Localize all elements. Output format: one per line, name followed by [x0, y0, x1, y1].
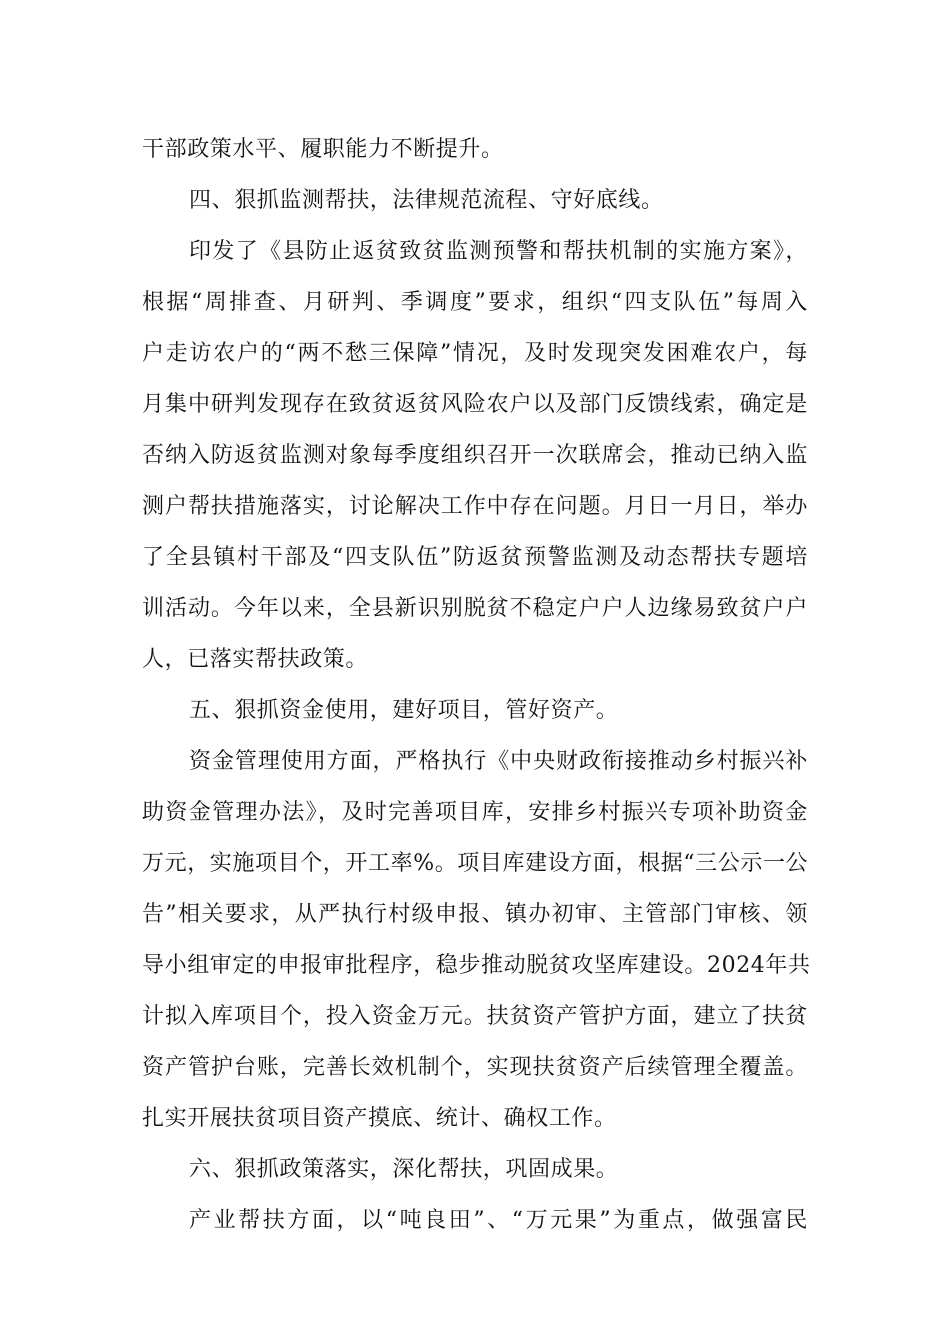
paragraph-line-4: 根据“周排查、月研判、季调度”要求，组织“四支队伍”每周入 [142, 290, 808, 315]
paragraph-line-19: 资产管护台账，完善长效机制个，实现扶贫资产后续管理全覆盖。 [142, 1055, 808, 1080]
paragraph-line-6: 月集中研判发现存在致贫返贫风险农户以及部门反馈线索，确定是 [142, 392, 808, 417]
section-heading-4: 四、狠抓监测帮扶，法律规范流程、守好底线。 [189, 188, 664, 213]
paragraph-line-3: 印发了《县防止返贫致贫监测预警和帮扶机制的实施方案》， [189, 239, 808, 264]
paragraph-line-1: 干部政策水平、履职能力不断提升。 [142, 137, 504, 162]
paragraph-line-15: 万元，实施项目个，开工率%。项目库建设方面，根据“三公示一公 [142, 851, 809, 876]
paragraph-line-13: 资金管理使用方面，严格执行《中央财政衔接推动乡村振兴补 [189, 749, 808, 774]
paragraph-line-11: 人，已落实帮扶政策。 [142, 647, 369, 672]
section-heading-6: 六、狠抓政策落实，深化帮扶，巩固成果。 [189, 1157, 619, 1182]
paragraph-line-14: 助资金管理办法》，及时完善项目库，安排乡村振兴专项补助资金 [142, 800, 808, 825]
paragraph-line-10: 训活动。今年以来，全县新识别脱贫不稳定户户人边缘易致贫户户 [142, 596, 808, 621]
section-heading-5: 五、狠抓资金使用，建好项目，管好资产。 [189, 698, 619, 723]
paragraph-line-17: 导小组审定的申报审批程序，稳步推动脱贫攻坚库建设。2024年共 [142, 953, 811, 978]
paragraph-line-20: 扎实开展扶贫项目资产摸底、统计、确权工作。 [142, 1106, 617, 1131]
paragraph-line-5: 户走访农户的“两不愁三保障”情况，及时发现突发困难农户，每 [142, 341, 808, 366]
paragraph-line-9: 了全县镇村干部及“四支队伍”防返贫预警监测及动态帮扶专题培 [142, 545, 808, 570]
paragraph-line-16: 告”相关要求，从严执行村级申报、镇办初审、主管部门审核、领 [142, 902, 808, 927]
paragraph-line-8: 测户帮扶措施落实，讨论解决工作中存在问题。月日一月日，举办 [142, 494, 808, 519]
paragraph-line-7: 否纳入防返贫监测对象每季度组织召开一次联席会，推动已纳入监 [142, 443, 808, 468]
paragraph-line-22: 产业帮扶方面，以“吨良田”、“万元果”为重点，做强富民 [189, 1208, 808, 1233]
paragraph-line-18: 计拟入库项目个，投入资金万元。扶贫资产管护方面，建立了扶贫 [142, 1004, 808, 1029]
